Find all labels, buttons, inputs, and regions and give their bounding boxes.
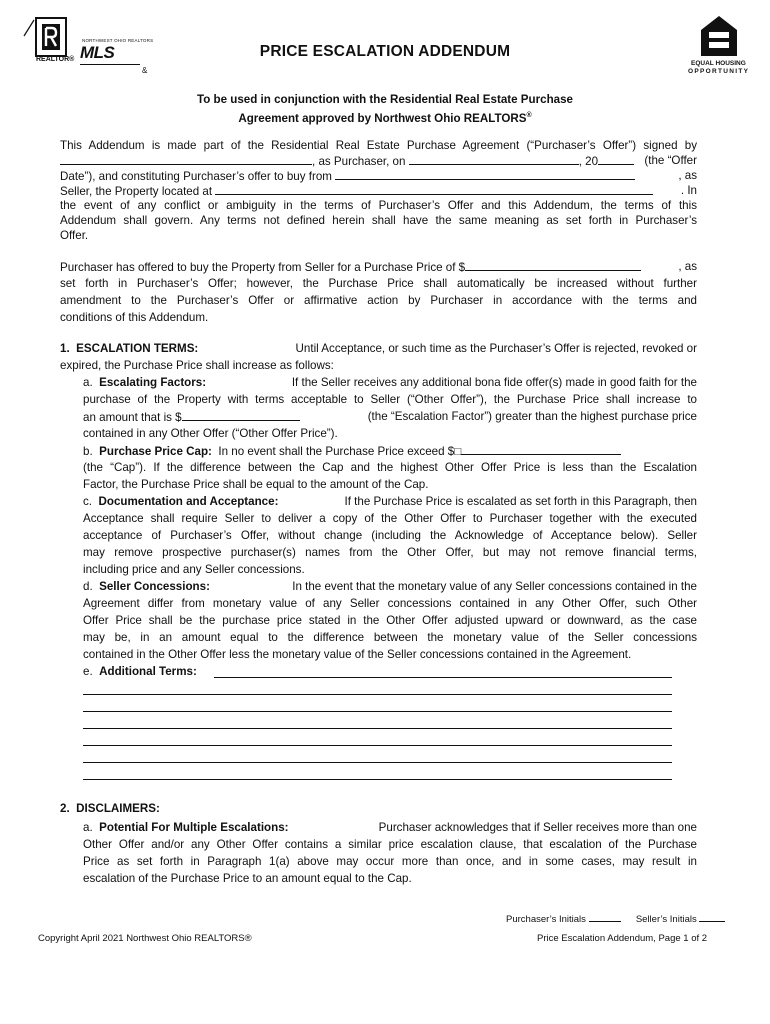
item-d-text1: In the event that the monetary value of any Seller concessions contained in the bbox=[292, 580, 697, 593]
intro-line7: Offer. bbox=[60, 229, 89, 242]
disclaimer-a-line4: escalation of the Purchase Price to an amount equal to the Cap. bbox=[83, 872, 412, 885]
item-e-heading: Additional Terms: bbox=[99, 665, 197, 678]
subtitle-line2-text: Agreement approved by Northwest Ohio REALTORS bbox=[238, 111, 527, 125]
section2-number: 2. bbox=[60, 802, 70, 815]
item-b-heading: Purchase Price Cap: bbox=[99, 445, 212, 458]
item-d-heading: Seller Concessions: bbox=[99, 580, 210, 593]
item-a-line1 bbox=[83, 374, 697, 391]
section1-heading: ESCALATION TERMS: bbox=[76, 342, 199, 355]
mls-logo-underline bbox=[80, 64, 140, 65]
purchase-line3: amendment to the Purchaser’s Offer or affirmative action by Purchaser in accordance with the terms and bbox=[60, 294, 697, 307]
purchase-price-field[interactable] bbox=[465, 258, 641, 271]
intro-line4-text-a: Seller, the Property located at bbox=[60, 185, 213, 198]
item-a-line3 bbox=[83, 408, 697, 426]
item-d-line2: Agreement differ from monetary value of any Seller concessions contained in any Other Offer, such Other bbox=[83, 597, 697, 610]
disclaimer-a-label: a. bbox=[83, 821, 93, 834]
intro-line3-text-a: Date”), and constituting Purchaser’s offer to buy from bbox=[60, 170, 332, 183]
item-c-line4: may remove prospective purchaser(s) names from the Other Offer, but may not remove financial terms, bbox=[83, 546, 697, 559]
checkbox-icon: □ bbox=[454, 445, 462, 458]
item-a-heading: Escalating Factors: bbox=[99, 376, 207, 389]
item-e-label: e. bbox=[83, 665, 93, 678]
seller-name-field[interactable] bbox=[335, 167, 635, 180]
section1-line2: expired, the Purchase Price shall increase as follows: bbox=[60, 359, 334, 372]
item-d-label: d. bbox=[83, 580, 93, 593]
purchase-line1-text-a: Purchaser has offered to buy the Property from Seller for a Purchase Price of $ bbox=[60, 261, 466, 274]
purchaser-initials-label: Purchaser’s Initials bbox=[506, 914, 586, 925]
item-c-line2: Acceptance shall require Seller to deliver a copy of the Other Offer to Purchaser together with the executed bbox=[83, 512, 697, 525]
item-a-label: a. bbox=[83, 376, 93, 389]
equal-housing-line2: OPPORTUNITY bbox=[688, 68, 750, 75]
item-c-line1 bbox=[83, 493, 697, 510]
disclaimer-a-line2: Other Offer and/or any Other Offer contains a similar price escalation clause, that escalation of the Purchase bbox=[83, 838, 697, 851]
item-b-line2: (the “Cap”). If the difference between the Cap and the highest Other Offer Price is less than the Escalation bbox=[83, 461, 697, 474]
purchaser-initials-field[interactable] bbox=[589, 912, 621, 922]
disclaimer-a-line1 bbox=[83, 819, 697, 836]
initials-row bbox=[506, 912, 725, 925]
section2-heading: DISCLAIMERS: bbox=[76, 802, 160, 815]
offer-date-field[interactable] bbox=[409, 152, 579, 165]
page-title: PRICE ESCALATION ADDENDUM bbox=[259, 43, 511, 60]
mls-logo-mark: & bbox=[142, 66, 148, 75]
intro-line4-text-b: . In bbox=[680, 184, 697, 197]
section1-number: 1. bbox=[60, 342, 70, 355]
intro-line1: This Addendum is made part of the Residential Real Estate Purchase Agreement (“Purchaser’s Offer”) signed by bbox=[60, 139, 697, 152]
item-e-line1 bbox=[83, 663, 197, 680]
seller-initials-label: Seller’s Initials bbox=[635, 914, 697, 925]
item-d-line1 bbox=[83, 578, 697, 595]
subtitle-line2 bbox=[0, 108, 770, 127]
purchase-line2: set forth in Purchaser’s Offer; however, the Purchase Price shall automatically be increased without further bbox=[60, 277, 697, 290]
additional-terms-field-5[interactable] bbox=[83, 745, 672, 746]
item-b-line1 bbox=[83, 442, 621, 460]
section2-heading-line bbox=[60, 800, 160, 817]
item-c-label: c. bbox=[83, 495, 93, 508]
seller-initials-field[interactable] bbox=[699, 912, 725, 922]
registered-mark: ® bbox=[526, 112, 532, 119]
item-b-text1: In no event shall the Purchase Price exceed $ bbox=[218, 445, 455, 458]
offer-year-field[interactable] bbox=[598, 152, 634, 165]
item-b-line3: Factor, the Purchase Price shall be equal to the amount of the Cap. bbox=[83, 478, 429, 491]
item-c-line5: including price and any Seller concessions. bbox=[83, 563, 305, 576]
additional-terms-field-4[interactable] bbox=[83, 728, 672, 729]
intro-line5: the event of any conflict or ambiguity in the terms of Purchaser’s Offer and this Addendum, the terms of this bbox=[60, 199, 697, 212]
intro-line2-text-b: , 20 bbox=[578, 155, 599, 168]
additional-terms-field-7[interactable] bbox=[83, 779, 672, 780]
section1-heading-line bbox=[60, 340, 697, 357]
additional-terms-field-1[interactable] bbox=[214, 677, 672, 678]
copyright-notice: Copyright April 2021 Northwest Ohio REALTORS® bbox=[38, 933, 252, 944]
item-a-line2: purchase of the Property with terms acceptable to Seller (“Other Offer”), the Purchase Price shall increase to bbox=[83, 393, 697, 406]
page-number: Price Escalation Addendum, Page 1 of 2 bbox=[537, 933, 708, 944]
disclaimer-a-heading: Potential For Multiple Escalations: bbox=[99, 821, 289, 834]
disclaimer-a-text1: Purchaser acknowledges that if Seller receives more than one bbox=[378, 821, 697, 834]
subtitle bbox=[0, 92, 770, 127]
purchase-line1-text-b: , as bbox=[678, 260, 697, 273]
item-d-line4: may be, in an amount equal to the difference between the monetary value of the Seller concessions bbox=[83, 631, 697, 644]
escalation-factor-field[interactable] bbox=[182, 408, 300, 421]
intro-line2-text-a: , as Purchaser, on bbox=[312, 155, 406, 168]
additional-terms-field-2[interactable] bbox=[83, 694, 672, 695]
realtor-logo-text: REALTOR® bbox=[36, 56, 75, 63]
additional-terms-field-6[interactable] bbox=[83, 762, 672, 763]
additional-terms-field-3[interactable] bbox=[83, 711, 672, 712]
purchaser-name-field[interactable] bbox=[60, 152, 312, 165]
item-a-line4: contained in any Other Offer (“Other Offer Price”). bbox=[83, 427, 338, 440]
property-address-field[interactable] bbox=[215, 182, 653, 195]
purchase-line1 bbox=[60, 258, 697, 276]
item-b-label: b. bbox=[83, 445, 93, 458]
mls-logo-text: MLS bbox=[80, 43, 115, 62]
disclaimer-a-line3: Price as set forth in Paragraph 1(a) above may occur more than once, and in some cases, may result in bbox=[83, 855, 697, 868]
item-c-text1: If the Purchase Price is escalated as set forth in this Paragraph, then bbox=[344, 495, 697, 508]
item-a-text3a: an amount that is $ bbox=[83, 411, 182, 424]
purchase-line4: conditions of this Addendum. bbox=[60, 311, 209, 324]
intro-line6: Addendum shall govern. Any terms not defined herein shall have the same meaning as set forth in Purchaser’s bbox=[60, 214, 697, 227]
intro-line2-text-c: (the “Offer bbox=[644, 154, 697, 167]
price-cap-field[interactable] bbox=[461, 442, 621, 455]
section1-line1: Until Acceptance, or such time as the Purchaser’s Offer is rejected, revoked or bbox=[295, 342, 697, 355]
item-c-line3: acceptance of Purchaser’s Offer, without change (including the Acknowledge of Acceptance below). Seller bbox=[83, 529, 697, 542]
item-a-text3b: (the “Escalation Factor”) greater than the highest purchase price bbox=[367, 410, 697, 423]
item-c-heading: Documentation and Acceptance: bbox=[98, 495, 279, 508]
mls-logo-tagline: NORTHWEST OHIO REALTORS bbox=[82, 38, 154, 43]
item-a-text1: If the Seller receives any additional bona fide offer(s) made in good faith for the bbox=[291, 376, 697, 389]
equal-housing-line1: EQUAL HOUSING bbox=[691, 60, 746, 67]
item-d-line3: Offer Price shall be the purchase price stated in the Other Offer adjusted upward or downward, as the case bbox=[83, 614, 697, 627]
subtitle-line1: To be used in conjunction with the Residential Real Estate Purchase bbox=[196, 93, 573, 106]
intro-line3-text-b: , as bbox=[678, 169, 697, 182]
item-d-line5: contained in the Other Offer less the monetary value of the Seller concessions contained in the Agreement. bbox=[83, 648, 632, 661]
